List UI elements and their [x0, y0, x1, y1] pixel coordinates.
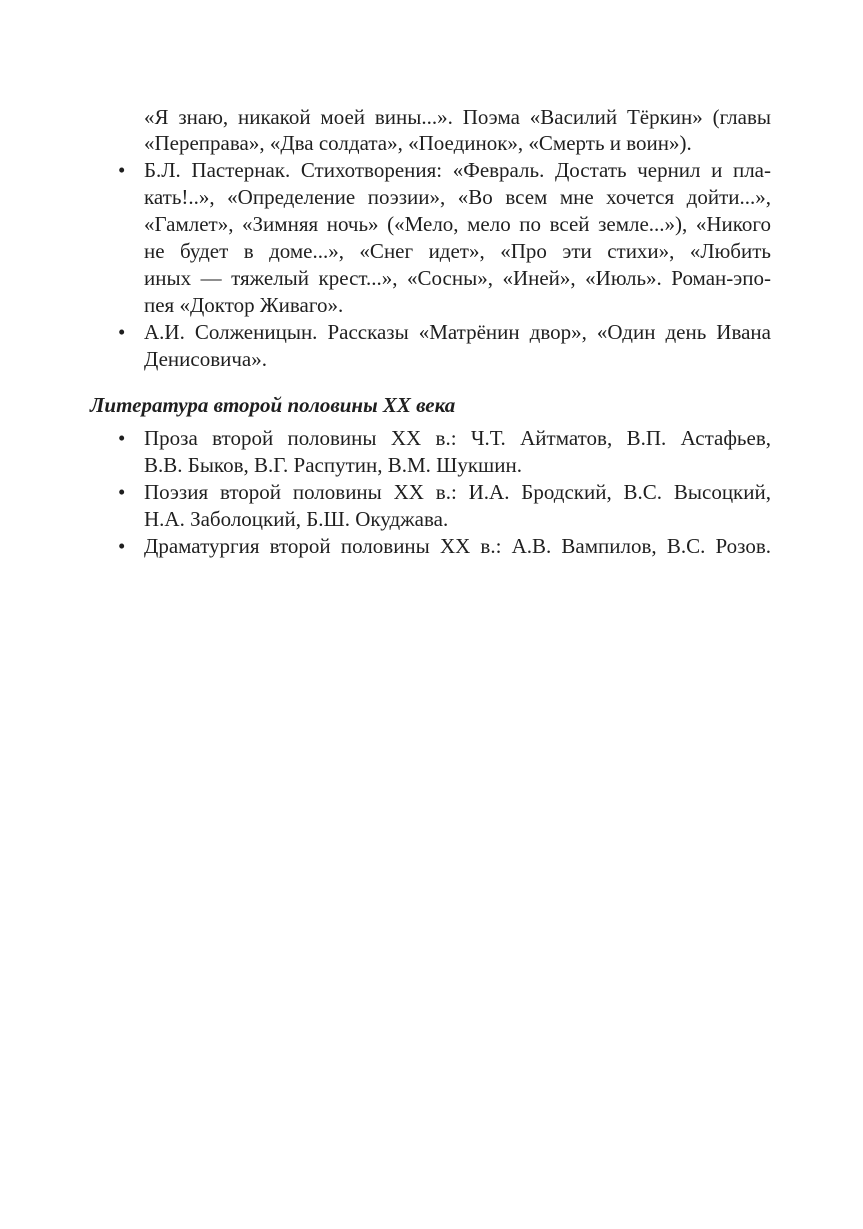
- text-line: Поэзия второй половины XX в.: И.А. Бродский, В.С. Высоцкий,: [144, 480, 771, 504]
- bullet-icon: •: [118, 480, 126, 504]
- text-line: Драматургия второй половины XX в.: А.В. Вампилов, В.С. Розов.: [144, 534, 771, 558]
- text-line: пея «Доктор Живаго».: [144, 293, 344, 317]
- text-line: иных — тяжелый крест...», «Сосны», «Иней», «Июль». Роман-эпо-: [144, 266, 771, 290]
- text-line: Б.Л. Пастернак. Стихотворения: «Февраль. Достать чернил и пла-: [144, 158, 771, 182]
- bullet-icon: •: [118, 158, 126, 182]
- text-line: «Гамлет», «Зимняя ночь» («Мело, мело по всей земле...»), «Никого: [144, 212, 771, 236]
- bullet-icon: •: [118, 534, 126, 558]
- text-line: «Я знаю, никакой моей вины...». Поэма «Василий Тёркин» (главы: [144, 105, 771, 129]
- text-line: кать!..», «Определение поэзии», «Во всем мне хочется дойти...»,: [144, 185, 771, 209]
- section-heading: Литература второй половины XX века: [90, 393, 456, 417]
- text-line: В.В. Быков, В.Г. Распутин, В.М. Шукшин.: [144, 453, 522, 477]
- text-line: А.И. Солженицын. Рассказы «Матрёнин двор», «Один день Ивана: [144, 320, 771, 344]
- text-line: Проза второй половины XX в.: Ч.Т. Айтматов, В.П. Астафьев,: [144, 426, 771, 450]
- text-line: Н.А. Заболоцкий, Б.Ш. Окуджава.: [144, 507, 449, 531]
- text-line: не будет в доме...», «Снег идет», «Про эти стихи», «Любить: [144, 239, 771, 263]
- bullet-icon: •: [118, 426, 126, 450]
- text-line: Денисовича».: [144, 347, 267, 371]
- bullet-icon: •: [118, 320, 126, 344]
- text-line: «Переправа», «Два солдата», «Поединок», «Смерть и воин»).: [144, 131, 692, 155]
